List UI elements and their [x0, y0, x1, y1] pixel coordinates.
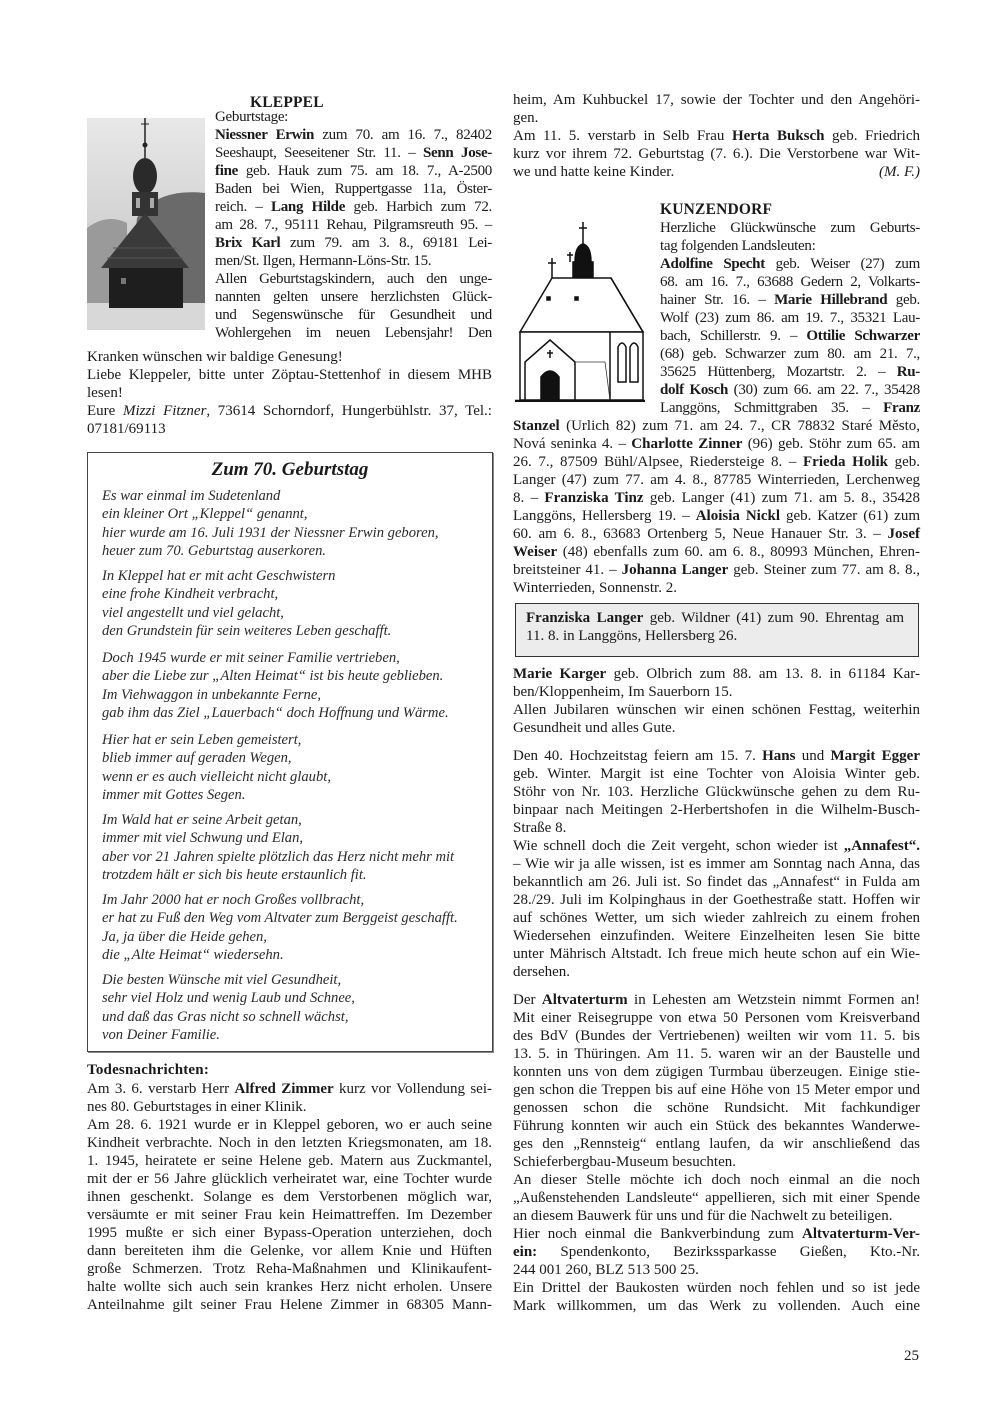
poem-stanza: [102, 567, 391, 640]
poem-line: eine frohe Kindheit verbracht,: [102, 586, 279, 603]
poem-line: Doch 1945 wurde er mit seiner Familie vertrieben,: [102, 650, 400, 666]
text-line: [660, 345, 920, 363]
poem-stanza: [102, 649, 449, 722]
text-run: we und hatte keine Kinder.: [513, 164, 675, 180]
text-line: [513, 127, 920, 145]
text-line: [87, 1170, 492, 1188]
poem-line: von Deiner Familie.: [102, 1026, 220, 1043]
text-run: Herzliche Glückwünsche zum Geburts-: [660, 220, 920, 236]
chapel-photo: [87, 118, 205, 330]
text-run: Eure: [87, 403, 123, 419]
text-run: reich. –: [215, 199, 271, 215]
text-line: [660, 237, 920, 255]
text-line: [513, 453, 920, 471]
text-line: [513, 525, 920, 543]
poem-line: Es war einmal im Sudetenland: [102, 488, 281, 504]
bold-name: Franziska Langer: [526, 610, 644, 626]
text-run: mit der er 56 Jahre glücklich verheiratet war, eine Tochter wurde: [87, 1171, 492, 1187]
text-run: geb. Wildner (41) zum 90. Ehrentag am: [643, 610, 904, 626]
text-run: Allen Jubilaren wünschen wir einen schönen Festtag, weiterhin: [513, 702, 920, 718]
page-number: 25: [904, 1348, 919, 1364]
text-run: geb. Winter. Margit ist eine Tochter von Aloisia Winter geb.: [513, 766, 920, 782]
text-run: 28./29. Juli im Kolpinghaus in der Goethestraße statt. Hoffen wir: [513, 892, 920, 908]
text-run: nannten gelten unsere herzlichsten Glück-: [215, 289, 492, 305]
text-run: (30) zum 66. am 22. 7., 35428: [728, 382, 920, 398]
bold-name: Altvaterturm: [541, 992, 628, 1008]
text-line: [513, 1297, 920, 1315]
text-run: kurz vor Vollendung sei-: [333, 1081, 492, 1097]
text-line: [87, 420, 492, 438]
text-run: Wiedersehen einzufinden. Weitere Einzelheiten lesen Sie bitte: [513, 928, 920, 944]
text-line: [513, 1027, 920, 1045]
text-line: [87, 1152, 492, 1170]
text-line: [513, 1045, 920, 1063]
text-line: [660, 255, 920, 273]
text-run: und: [795, 748, 831, 764]
bold-name: Margit Egger: [830, 748, 920, 764]
text-run: bach, Schillerstr. 9. –: [660, 328, 807, 344]
text-line: [513, 1153, 920, 1171]
text-line: [87, 1098, 492, 1116]
text-line: [513, 1081, 920, 1099]
church-drawing: [515, 222, 645, 402]
text-line: [513, 91, 920, 109]
text-line: [513, 801, 920, 819]
text-run: 26. 7., 87509 Bühl/Alpsee, Riedersteige 8. –: [513, 454, 804, 470]
bold-name: Frieda Holik: [803, 454, 888, 470]
text-line: [513, 1207, 920, 1225]
poem-line: immer mit Gottes Segen.: [102, 786, 246, 803]
text-line: [87, 1188, 492, 1206]
text-run: geb. Olbrich zum 88. am 13. 8. in 61184 Kar-: [606, 666, 920, 682]
bold-name: Josef: [887, 526, 920, 542]
text-line: [513, 1225, 920, 1243]
poem-line: Die besten Wünsche mit viel Gesundheit,: [102, 972, 342, 988]
text-run: Den 40. Hochzeitstag feiern am 15. 7.: [513, 748, 763, 764]
bold-name: Stanzel: [513, 418, 560, 434]
bold-name: Ru-: [896, 364, 920, 380]
text-run: genossen schon die schöne Rundsicht. Mit fachkundiger: [513, 1100, 920, 1116]
text-run: Der: [513, 992, 542, 1008]
text-run: 244 001 260, BLZ 513 500 25.: [513, 1262, 699, 1278]
text-run: am 28. 7., 95111 Rehau, Pilgramsreuth 95. –: [215, 217, 492, 233]
text-run: an diesem Bauwerk für uns und für die Nachwelt zu beteiligen.: [513, 1208, 893, 1224]
poem-line: ein kleiner Ort „Kleppel“ genannt,: [102, 506, 308, 523]
bold-name: ein:: [513, 1244, 538, 1260]
text-run: Liebe Kleppeler, bitte unter Zöptau-Stettenhof in diesem MHB: [87, 367, 492, 383]
text-run: unter Mährisch Altstadt. Ich freue mich heute schon auf ein Wie-: [513, 946, 920, 962]
text-run: – Wie wir ja alle wissen, ist es immer am Sonntag nach Anna, das: [513, 856, 920, 872]
bold-name: Herta Buksch: [731, 128, 825, 144]
text-line: [513, 579, 920, 597]
poem-stanza: [102, 891, 458, 964]
text-line: [513, 543, 920, 561]
text-line: [513, 837, 920, 855]
text-run: gen.: [513, 110, 539, 126]
text-run: Seeshaupt, Seeseitener Str. 11. –: [215, 145, 423, 161]
poem-line: und daß das Gras nicht so schnell wächst,: [102, 1008, 349, 1025]
bold-name: Franziska Tinz: [544, 490, 644, 506]
text-run: große Schmerzen. Trotz Reha-Maßnahmen und Klinikaufent-: [87, 1261, 492, 1277]
text-run: tag folgenden Landsleuten:: [660, 238, 816, 254]
bold-name: Aloisia Nickl: [695, 508, 780, 524]
text-run: 68. am 16. 7., 63688 Gedern 2, Volkarts-: [660, 274, 920, 290]
text-line: [87, 1260, 492, 1278]
text-run: bekanntlich am 26. Juli ist. So findet das „Annafest“ in Fulda am: [513, 874, 920, 890]
text-line: [513, 1243, 920, 1261]
text-line: [87, 1278, 492, 1296]
text-run: zum 79. am 3. 8., 69181 Lei-: [280, 235, 493, 251]
poem-line: Hier hat er sein Leben gemeistert,: [102, 732, 302, 748]
bold-name: „Annafest“.: [843, 838, 920, 854]
text-line: [513, 561, 920, 579]
text-run: dersehen.: [513, 964, 571, 980]
honorary-birthday-text: [526, 609, 904, 645]
text-line: [660, 219, 920, 237]
poem-line: den Grundstein für sein weiteres Leben geschafft.: [102, 622, 392, 639]
text-run: (Urlich 82) zum 71. am 24. 7., CR 78832 Staré Město,: [559, 418, 920, 434]
text-run: Am 28. 6. 1921 wurde er in Kleppel geboren, wo er auch seine: [87, 1117, 492, 1133]
text-line: [660, 273, 920, 291]
text-line: [660, 309, 920, 327]
text-run: hainer Str. 16. –: [660, 292, 775, 308]
poem-line: Im Viehwaggon in unbekannte Ferne,: [102, 686, 321, 703]
text-run: in Lehesten am Wetzstein nimmt Formen an!: [627, 992, 920, 1008]
text-run: geb. Steiner zum 77. am 8. 8.,: [728, 562, 920, 578]
text-line: [87, 1134, 492, 1152]
honorary-birthday-box: [515, 603, 919, 657]
text-run: kurz vor ihrem 72. Geburtstag (7. 6.). Die Verstorbene war Wit-: [513, 146, 920, 162]
text-line: [87, 1242, 492, 1260]
text-line: [513, 1279, 920, 1297]
text-run: ihnen geschenkt. Solange es dem Verstorbenen möglich war,: [87, 1189, 492, 1205]
text-run: (68) geb. Schwarzer zum 80. am 21. 7.,: [660, 346, 920, 362]
text-line: [513, 963, 920, 981]
text-run: des BdV (Bundes der Vertriebenen) weilten wir vom 11. 5. bis: [513, 1028, 920, 1044]
text-run: Langgöns, Schmittgraben 35. –: [660, 400, 884, 416]
poem-box: [87, 452, 493, 1052]
text-line: [513, 417, 920, 435]
text-run: lesen!: [87, 385, 123, 401]
bold-name: Lang Hilde: [271, 199, 346, 215]
poem-line: Ja, ja über die Heide gehen,: [102, 928, 267, 945]
text-line: [215, 198, 492, 216]
text-line: [87, 366, 492, 384]
text-line: [513, 435, 920, 453]
text-run: Am 3. 6. verstarb Herr: [87, 1081, 235, 1097]
text-run: versäumte er mit seiner Frau kein Heimattreffen. Im Dezember: [87, 1207, 492, 1223]
text-run: An dieser Stelle möchte ich doch noch einmal an die noch: [513, 1172, 920, 1188]
text-line: [513, 109, 920, 127]
text-line: [513, 489, 920, 507]
jubilee-wishes: [513, 665, 920, 737]
text-line: [215, 324, 492, 342]
text-line: [215, 252, 492, 270]
text-line: [87, 1296, 492, 1314]
bold-name: Marie Hillebrand: [774, 292, 888, 308]
text-run: Führung konnten wir auch ein Stück des bekanntes Wanderwe-: [513, 1118, 920, 1134]
poem-line: er hat zu Fuß den Weg vom Altvater zum Berggeist geschafft.: [102, 910, 458, 927]
text-run: konnten uns von dem zügigen Turmbau überzeugen. Einige stie-: [513, 1064, 920, 1080]
text-run: Straße 8.: [513, 820, 567, 836]
poem-stanza: [102, 731, 331, 804]
text-line: [215, 162, 492, 180]
text-line: [513, 145, 920, 163]
text-line: [215, 216, 492, 234]
text-line: [513, 1117, 920, 1135]
text-run: men/St. Ilgen, Hermann-Löns-Str. 15.: [215, 253, 432, 269]
text-run: gen schon die Treppen bis auf eine Höhe von 15 Meter empor und: [513, 1082, 920, 1098]
text-run: Nová seninka 4. –: [513, 436, 632, 452]
text-run: Wohlergehen im neuen Lebensjahr! Den: [215, 325, 492, 341]
text-line: [215, 108, 492, 126]
text-run: zum 70. am 16. 7., 82402: [314, 127, 492, 143]
text-run: Am 11. 5. verstarb in Selb Frau: [513, 128, 732, 144]
text-line: [87, 348, 492, 366]
author-signature: (M. F.): [879, 164, 920, 180]
bold-name: Adolfine Specht: [660, 256, 765, 272]
text-run: geb. Weiser (27) zum: [764, 256, 920, 272]
text-line: [215, 144, 492, 162]
text-run: geb.: [887, 454, 920, 470]
bold-name: Franz: [883, 400, 920, 416]
text-run: Schieferbergbau-Museum besuchten.: [513, 1154, 736, 1170]
text-run: Langer (47) zum 77. am 4. 8., 87785 Winterrieden, Lerchenweg: [513, 472, 920, 488]
text-run: halte wollte sich auch sein krankes Herz nicht erholen. Unsere: [87, 1279, 492, 1295]
bold-name: dolf Kosch: [660, 382, 728, 398]
text-run: Kranken wünschen wir baldige Genesung!: [87, 349, 343, 365]
text-line: [513, 507, 920, 525]
text-line: [215, 126, 492, 144]
text-line: [513, 891, 920, 909]
kleppel-heading: KLEPPEL: [250, 94, 324, 111]
text-line: [215, 180, 492, 198]
text-run: nes 80. Geburtstages in einer Klinik.: [87, 1099, 307, 1115]
poem-title: Zum 70. Geburtstag: [211, 459, 369, 480]
text-line: [513, 819, 920, 837]
text-line: [526, 627, 904, 645]
text-line: [513, 783, 920, 801]
text-run: Gesundheit und alles Gute.: [513, 720, 676, 736]
poem-line: viel angestellt und viel gelacht,: [102, 604, 284, 621]
bold-name: fine: [215, 163, 238, 179]
poem-line: aber die Liebe zur „Alten Heimat“ ist bis heute geblieben.: [102, 668, 444, 685]
text-run: 35625 Hüttenberg, Mozartstr. 2. –: [660, 364, 897, 380]
text-line: [87, 402, 492, 420]
text-line: [513, 1009, 920, 1027]
text-line: [513, 873, 920, 891]
bold-name: Altvaterturm-Ver-: [801, 1226, 920, 1242]
text-line: [513, 163, 920, 181]
text-line: [87, 1080, 492, 1098]
text-run: Anteilnahme gilt seiner Frau Helene Zimmer in 68305 Mann-: [87, 1297, 492, 1313]
text-line: [215, 288, 492, 306]
text-line: [660, 327, 920, 345]
text-run: geb. Friedrich: [824, 128, 920, 144]
text-run: Spendenkonto, Bezirkssparkasse Gießen, Kto.-Nr.: [537, 1244, 920, 1260]
poem-line: heuer zum 70. Geburtstag auserkoren.: [102, 542, 327, 559]
text-run: binpaar nach Meitingen 2-Herbertshofen in die Wilhelm-Busch-: [513, 802, 920, 818]
text-line: [513, 701, 920, 719]
text-run: geb. Harbich zum 72.: [345, 199, 493, 215]
obituaries-text: [87, 1080, 492, 1314]
poem-line: trotzdem hält er sich bis heute erstaunlich fit.: [102, 866, 367, 883]
bold-name: Senn Jose-: [422, 145, 492, 161]
kleppel-greeting: [87, 348, 492, 438]
text-run: geb. Hauk zum 75. am 18. 7., A-2500: [237, 163, 492, 179]
text-line: [513, 945, 920, 963]
text-run: ben/Kloppenheim, Im Sauerborn 15.: [513, 684, 733, 700]
text-line: [513, 909, 920, 927]
text-run: auf schönes Wetter, um sich wieder zahlreich zu einem frohen: [513, 910, 920, 926]
text-run: (48) ebenfalls zum 60. am 6. 8., 80993 München, Ehren-: [557, 544, 920, 560]
bold-name: Charlotte Zinner: [631, 436, 743, 452]
text-run: Kindheit verbrachte. Noch in den letzten Kriegsmonaten, am 18.: [87, 1135, 492, 1151]
poem-line: die „Alte Heimat“ wiedersehn.: [102, 946, 284, 963]
text-run: Ein Drittel der Baukosten würden noch fehlen und so ist jede: [513, 1280, 920, 1296]
text-run: dann bereiteten ihm die Gelenke, vor allem Knie und Hüften: [87, 1243, 492, 1259]
bold-name: Johanna Langer: [621, 562, 729, 578]
text-run: geb. Langer (41) zum 71. am 5. 8., 35428: [643, 490, 920, 506]
text-line: [87, 1224, 492, 1242]
poem-line: aber vor 21 Jahren spielte plötzlich das Herz nicht mehr mit: [102, 848, 455, 865]
poem-line: wenn er es auch vielleicht nicht glaubt,: [102, 768, 331, 785]
text-run: Baden bei Wien, Ruppertgasse 11a, Öster-: [215, 181, 492, 197]
kunzendorf-birthdays-continued: [513, 417, 920, 597]
text-run: geb.: [887, 292, 920, 308]
text-run: breitsteiner 41. –: [513, 562, 622, 578]
text-line: [513, 747, 920, 765]
poem-line: Im Wald hat er seine Arbeit getan,: [102, 812, 302, 828]
text-line: [660, 399, 920, 417]
text-run: Mit einer Reisegruppe von etwa 50 Personen vom Kreisverband: [513, 1010, 920, 1026]
bold-name: Niessner Erwin: [215, 127, 315, 143]
bold-name: Ottilie Schwarzer: [806, 328, 920, 344]
text-run: Wolf (23) zum 86. am 19. 7., 35321 Lau-: [660, 310, 920, 326]
text-line: [513, 471, 920, 489]
text-line: [513, 683, 920, 701]
text-run: 1995 mußte er sich einer Bypass-Operation unterziehen, doch: [87, 1225, 492, 1241]
text-line: [513, 855, 920, 873]
text-line: [660, 381, 920, 399]
text-line: [660, 363, 920, 381]
bold-name: Brix Karl: [215, 235, 281, 251]
text-run: 60. am 6. 8., 63683 Ortenberg 5, Neue Hanauer Str. 3. –: [513, 526, 888, 542]
text-line: [513, 1099, 920, 1117]
text-line: [513, 1171, 920, 1189]
text-line: [87, 1116, 492, 1134]
text-line: [513, 665, 920, 683]
text-run: Langgöns, Hellersberg 19. –: [513, 508, 696, 524]
text-line: [215, 270, 492, 288]
text-run: Allen Geburtstagskindern, auch den unge-: [215, 271, 492, 287]
text-line: [87, 1206, 492, 1224]
text-line: [513, 765, 920, 783]
text-run: 8. –: [513, 490, 545, 506]
text-run: heim, Am Kuhbuckel 17, sowie der Tochter und den Angehöri-: [513, 92, 920, 108]
italic-name: Mizzi Fitzner: [122, 403, 207, 419]
kunzendorf-birthdays: [660, 219, 920, 417]
text-run: Geburtstage:: [215, 109, 289, 125]
text-run: 1. 1945, heiratete er seine Helene geb. Matern aus Zuckmantel,: [87, 1153, 492, 1169]
text-run: Mark willkommen, um das Werk zu vollenden. Auch eine: [513, 1298, 920, 1314]
bold-name: Alfred Zimmer: [234, 1081, 334, 1097]
poem-line: In Kleppel hat er mit acht Geschwistern: [102, 568, 336, 584]
text-run: 13. 5. in Thüringen. Am 11. 5. waren wir an der Baustelle und: [513, 1046, 920, 1062]
wedding-and-annafest: [513, 747, 920, 981]
altvaterturm-article: [513, 991, 920, 1315]
text-run: 11. 8. in Langgöns, Hellersberg 26.: [526, 628, 738, 644]
text-line: [215, 306, 492, 324]
kleppel-birthdays: [215, 108, 492, 342]
obituaries-heading: Todesnachrichten:: [87, 1062, 210, 1078]
text-run: , 73614 Schorndorf, Hungerbühlstr. 37, Tel.:: [206, 403, 492, 419]
text-line: [513, 1135, 920, 1153]
kunzendorf-heading: KUNZENDORF: [660, 201, 773, 218]
bold-name: Hans: [762, 748, 796, 764]
text-run: Wie schnell doch die Zeit vergeht, schon wieder ist: [513, 838, 844, 854]
text-line: [513, 927, 920, 945]
obituary-continued: [513, 91, 920, 181]
text-run: (96) geb. Stöhr zum 65. am: [742, 436, 920, 452]
poem-line: sehr viel Holz und wenig Laub und Schnee,: [102, 990, 355, 1007]
text-line: [87, 384, 492, 402]
bold-name: Marie Karger: [513, 666, 607, 682]
text-run: 07181/69113: [87, 421, 166, 437]
text-line: [526, 609, 904, 627]
text-run: ges den „Rennsteig“ entlang laufen, da wir anschließend das: [513, 1136, 920, 1152]
poem-line: Im Jahr 2000 hat er noch Großes vollbracht,: [102, 892, 365, 908]
text-line: [513, 1261, 920, 1279]
text-line: [513, 991, 920, 1009]
text-line: [215, 234, 492, 252]
text-line: [660, 291, 920, 309]
text-line: [513, 719, 920, 737]
poem-line: hier wurde am 16. Juli 1931 der Niessner Erwin geboren,: [102, 524, 439, 541]
text-run: „Außenstehenden Landsleute“ appellieren, sich mit einer Spende: [513, 1190, 920, 1206]
text-line: [513, 1063, 920, 1081]
poem-stanza: [102, 971, 355, 1044]
poem-line: immer mit viel Schwung und Elan,: [102, 830, 304, 847]
text-run: Stöhr von Nr. 103. Herzliche Glückwünsche gehen zu dem Ru-: [513, 784, 920, 800]
text-run: und Segenswünsche für Gesundheit und: [215, 307, 492, 323]
text-run: Hier noch einmal die Bankverbindung zum: [513, 1226, 802, 1242]
text-line: [513, 1189, 920, 1207]
poem-stanza: [102, 487, 439, 560]
poem-line: gab ihm das Ziel „Lauerbach“ doch Hoffnung und Wärme.: [102, 704, 449, 721]
poem-line: blieb immer auf geraden Wegen,: [102, 750, 292, 767]
text-run: Winterrieden, Sonnenstr. 2.: [513, 580, 677, 596]
text-run: geb. Katzer (61) zum: [779, 508, 920, 524]
bold-name: Weiser: [513, 544, 558, 560]
poem-stanza: [102, 811, 454, 884]
